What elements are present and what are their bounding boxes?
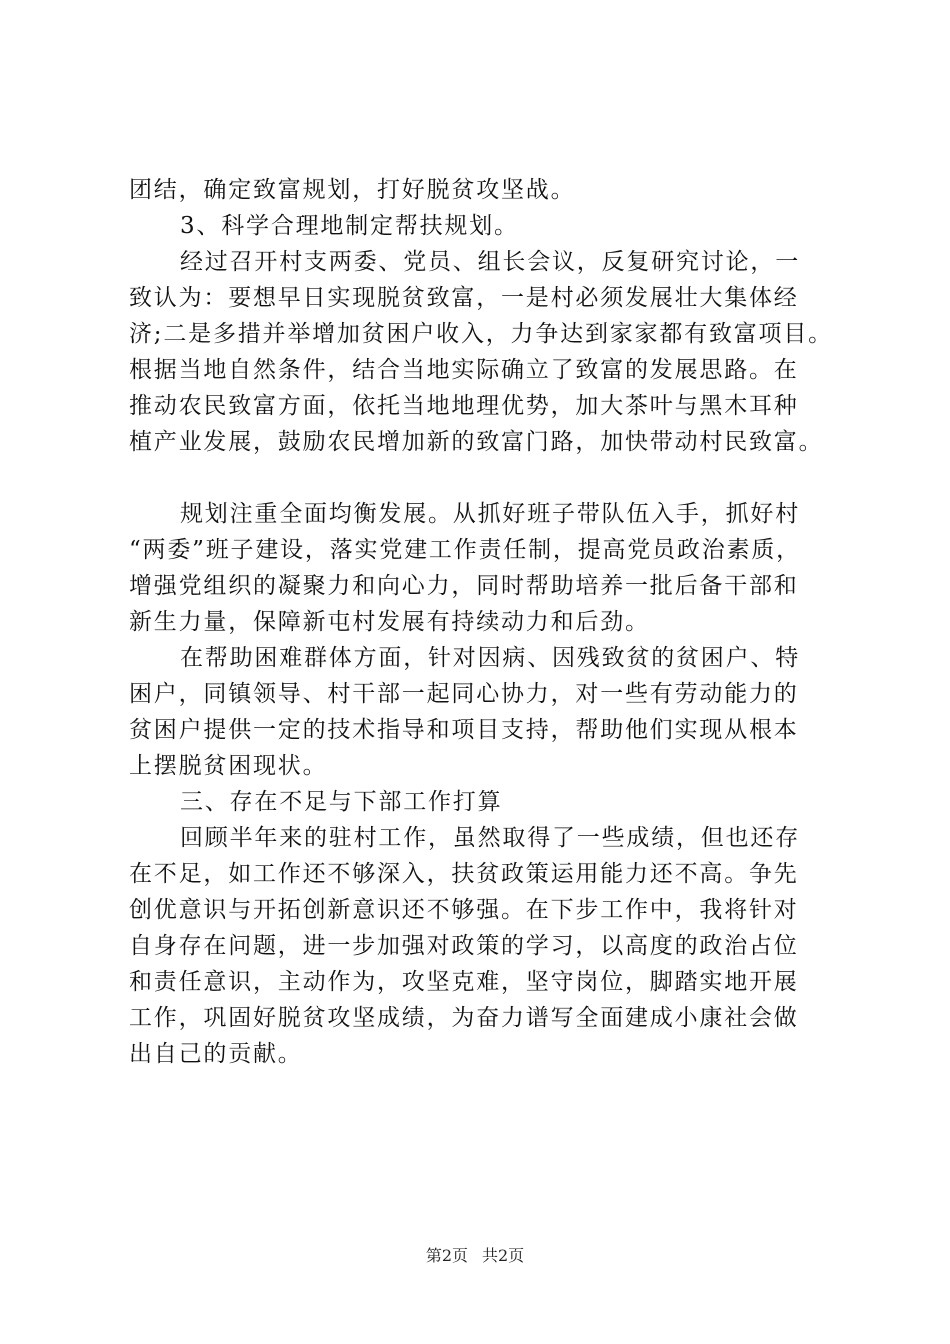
body-text-line: 回顾半年来的驻村工作，虽然取得了一些成绩，但也还存 — [180, 825, 800, 851]
body-text-line: “两委”班子建设，落实党建工作责任制，提高党员政治素质， — [129, 537, 801, 563]
body-text-line: 新生力量，保障新屯村发展有持续动力和后劲。 — [129, 609, 650, 635]
paragraph-spacer — [129, 460, 841, 496]
body-text-line: 规划注重全面均衡发展。从抓好班子带队伍入手，抓好村 — [180, 501, 800, 527]
body-text-line: 植产业发展，鼓励农民增加新的致富门路，加快带动村民致富。 — [129, 429, 824, 455]
section-heading: 三、存在不足与下部工作打算 — [180, 789, 503, 815]
body-text-line: 上摆脱贫困现状。 — [129, 753, 328, 779]
body-text-line: 增强党组织的凝聚力和向心力，同时帮助培养一批后备干部和 — [129, 573, 799, 599]
body-text-line: 贫困户提供一定的技术指导和项目支持，帮助他们实现从根本 — [129, 717, 799, 743]
body-text-line: 推动农民致富方面，依托当地地理优势，加大茶叶与黑木耳种 — [129, 393, 799, 419]
body-text-line: 出自己的贡献。 — [129, 1041, 303, 1067]
body-text-line: 在不足，如工作还不够深入，扶贫政策运用能力还不高。争先 — [129, 861, 799, 887]
body-text-line: 在帮助困难群体方面，针对因病、因残致贫的贫困户、特 — [180, 645, 800, 671]
body-text-line: 经过召开村支两委、党员、组长会议，反复研究讨论，一 — [180, 249, 800, 275]
numbered-subheading: 3、科学合理地制定帮扶规划。 — [180, 213, 519, 239]
body-text-line: 根据当地自然条件，结合当地实际确立了致富的发展思路。在 — [129, 357, 799, 383]
body-text-line: 自身存在问题，进一步加强对政策的学习，以高度的政治占位 — [129, 933, 799, 959]
body-text-line: 工作，巩固好脱贫攻坚成绩，为奋力谱写全面建成小康社会做 — [129, 1005, 799, 1031]
document-body — [129, 172, 841, 1072]
page-footer — [0, 1244, 950, 1268]
body-text-line: 团结，确定致富规划，打好脱贫攻坚战。 — [129, 177, 576, 203]
body-text-line: 致认为：要想早日实现脱贫致富，一是村必须发展壮大集体经 — [129, 285, 799, 311]
body-text-line: 和责任意识，主动作为，攻坚克难，坚守岗位，脚踏实地开展 — [129, 969, 799, 995]
body-text-line: 济;二是多措并举增加贫困户收入，力争达到家家都有致富项目。 — [129, 321, 833, 347]
body-text-line: 困户，同镇领导、村干部一起同心协力，对一些有劳动能力的 — [129, 681, 799, 707]
page-total-label: 共2页 — [482, 1246, 525, 1265]
body-text-line: 创优意识与开拓创新意识还不够强。在下步工作中，我将针对 — [129, 897, 799, 923]
page-number-label: 第2页 — [425, 1246, 468, 1265]
